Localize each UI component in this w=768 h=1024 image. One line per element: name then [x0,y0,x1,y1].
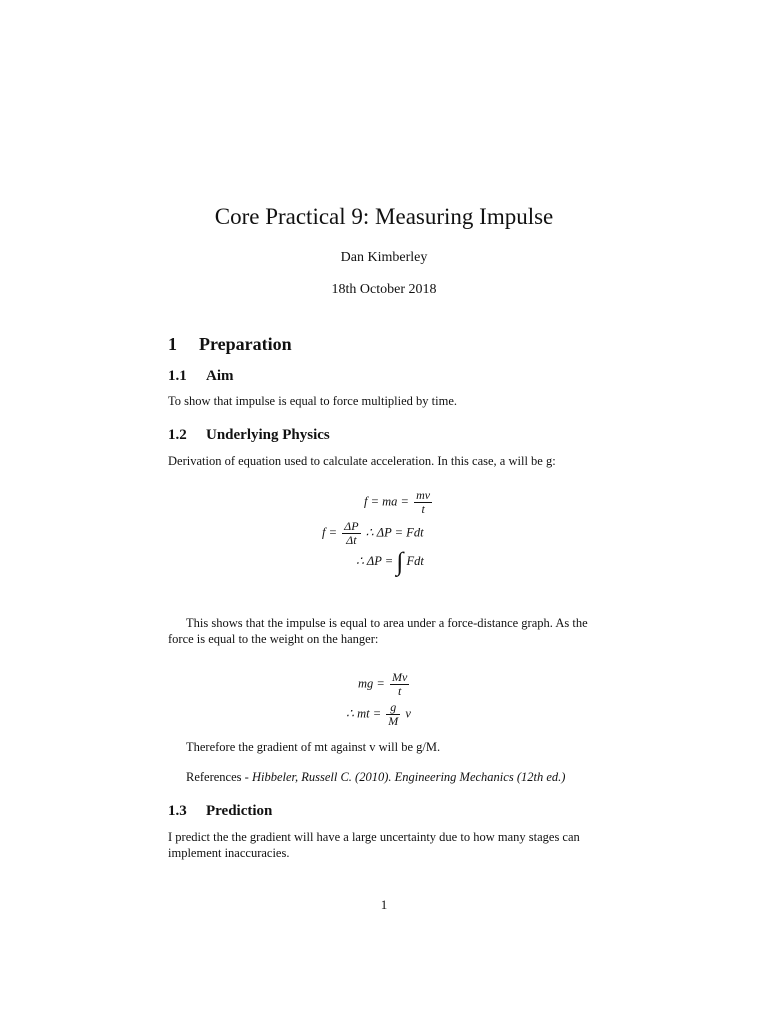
subsection-number: 1.2 [168,427,187,443]
references-citation: Hibbeler, Russell C. (2010). Engineering Mechanics (12th ed.) [251,770,566,784]
denominator: M [388,714,399,728]
equation-lhs: ∴ mt = [346,706,382,721]
equation-rhs: ∴ ΔP = Fdt [365,525,424,540]
numerator: ΔP [344,519,359,533]
prediction-paragraph: I predict the the gradient will have a large uncertainty due to how many stages can implement inaccuracies. [168,830,580,860]
physics-intro-paragraph: Derivation of equation used to calculate acceleration. In this case, a will be g: [168,454,556,468]
equation-mt [346,701,411,728]
equation-lhs: mg = [358,676,385,691]
physics-body-paragraph: This shows that the impulse is equal to area under a force-distance graph. As the force is equal to the weight on the hanger: [168,616,588,646]
integral-sign: ∫ [396,547,404,576]
section-number: 1 [168,334,177,354]
author-name: Dan Kimberley [340,250,428,265]
references-label: References - [186,770,249,784]
fraction [386,701,400,728]
subsection-heading-aim [168,368,234,385]
equation-rhs: Fdt [406,553,424,568]
fraction [342,520,360,547]
subsection-heading-underlying-physics [168,427,330,444]
subsection-number: 1.3 [168,803,187,819]
denominator: Δt [346,533,357,547]
document-title: Core Practical 9: Measuring Impulse [214,204,554,229]
aim-paragraph: To show that impulse is equal to force multiplied by time. [168,394,458,408]
subsection-heading-prediction [168,803,272,820]
numerator: g [386,701,400,715]
gradient-paragraph: Therefore the gradient of mt against v will be g/M. [186,740,441,754]
equation-integral [356,547,424,576]
equation-mg [358,671,411,698]
equation-rhs: v [405,706,411,721]
equation-force-momentum [322,520,424,547]
denominator: t [397,684,402,698]
subsection-label: Prediction [206,803,273,819]
numerator: Mv [391,670,408,684]
equation-lhs: ∴ ΔP = [356,553,394,568]
equation-lhs: f = [322,525,338,540]
subsection-label: Aim [206,368,234,384]
references-line [186,770,565,785]
numerator: mv [416,488,431,502]
section-label: Preparation [199,334,292,354]
denominator: t [421,502,425,516]
equation-force-ma [364,489,434,516]
fraction [390,671,409,698]
subsection-number: 1.1 [168,368,187,384]
page-number: 1 [380,897,388,912]
document-date: 18th October 2018 [331,282,437,297]
section-heading-preparation [168,334,292,355]
fraction [414,489,432,516]
equation-lhs: f = ma = [364,494,409,509]
subsection-label: Underlying Physics [206,427,330,443]
